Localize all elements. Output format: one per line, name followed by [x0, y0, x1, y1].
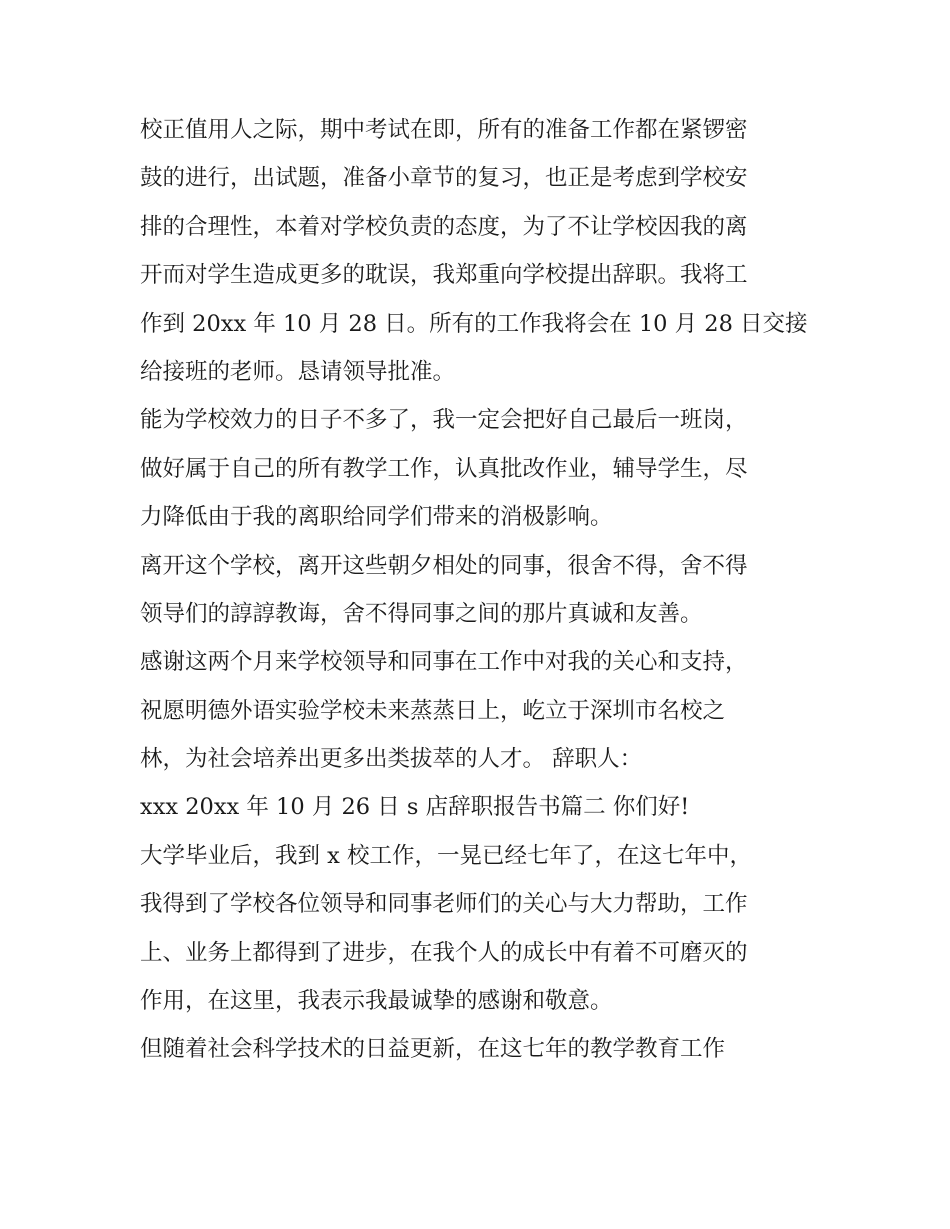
text-line: 但随着社会科学技术的日益更新，在这七年的教学教育工作: [140, 1036, 726, 1063]
text-line: 做好属于自己的所有教学工作，认真批改作业，辅导学生，尽: [140, 455, 748, 482]
text-line: 上、业务上都得到了进步，在我个人的成长中有着不可磨灭的: [140, 939, 748, 966]
text-line: 作到 20xx 年 10 月 28 日。所有的工作我将会在 10 月 28 日交接: [140, 310, 808, 337]
text-line: 离开这个学校，离开这些朝夕相处的同事，很舍不得，舍不得: [140, 552, 748, 579]
text-line: 感谢这两个月来学校领导和同事在工作中对我的关心和支持，: [140, 649, 748, 676]
text-line: 大学毕业后，我到 x 校工作，一晃已经七年了，在这七年中，: [140, 842, 752, 869]
document-body: [140, 106, 820, 1074]
text-line: 排的合理性，本着对学校负责的态度，为了不让学校因我的离: [140, 213, 748, 240]
text-line: 开而对学生造成更多的耽误，我郑重向学校提出辞职。我将工: [140, 262, 748, 289]
text-line: xxx 20xx 年 10 月 26 日 s 店辞职报告书篇二 你们好!: [140, 794, 690, 821]
text-line: 能为学校效力的日子不多了，我一定会把好自己最后一班岗，: [140, 407, 748, 434]
text-line: 祝愿明德外语实验学校未来蒸蒸日上，屹立于深圳市名校之: [140, 697, 726, 724]
text-line: 力降低由于我的离职给同学们带来的消极影响。: [140, 504, 613, 531]
text-line: 林，为社会培养出更多出类拔萃的人才。 辞职人：: [140, 746, 643, 773]
text-line: 给接班的老师。恳请领导批准。: [140, 358, 456, 385]
text-line: 作用，在这里，我表示我最诚挚的感谢和敬意。: [140, 988, 613, 1015]
text-line: 校正值用人之际，期中考试在即，所有的准备工作都在紧锣密: [140, 117, 748, 143]
text-line: 我得到了学校各位领导和同事老师们的关心与大力帮助，工作: [140, 891, 748, 918]
text-line: 领导们的諄諄教诲，舍不得同事之间的那片真诚和友善。: [140, 600, 703, 627]
text-line: 鼓的进行，出试题，准备小章节的复习，也正是考虑到学校安: [140, 165, 748, 192]
